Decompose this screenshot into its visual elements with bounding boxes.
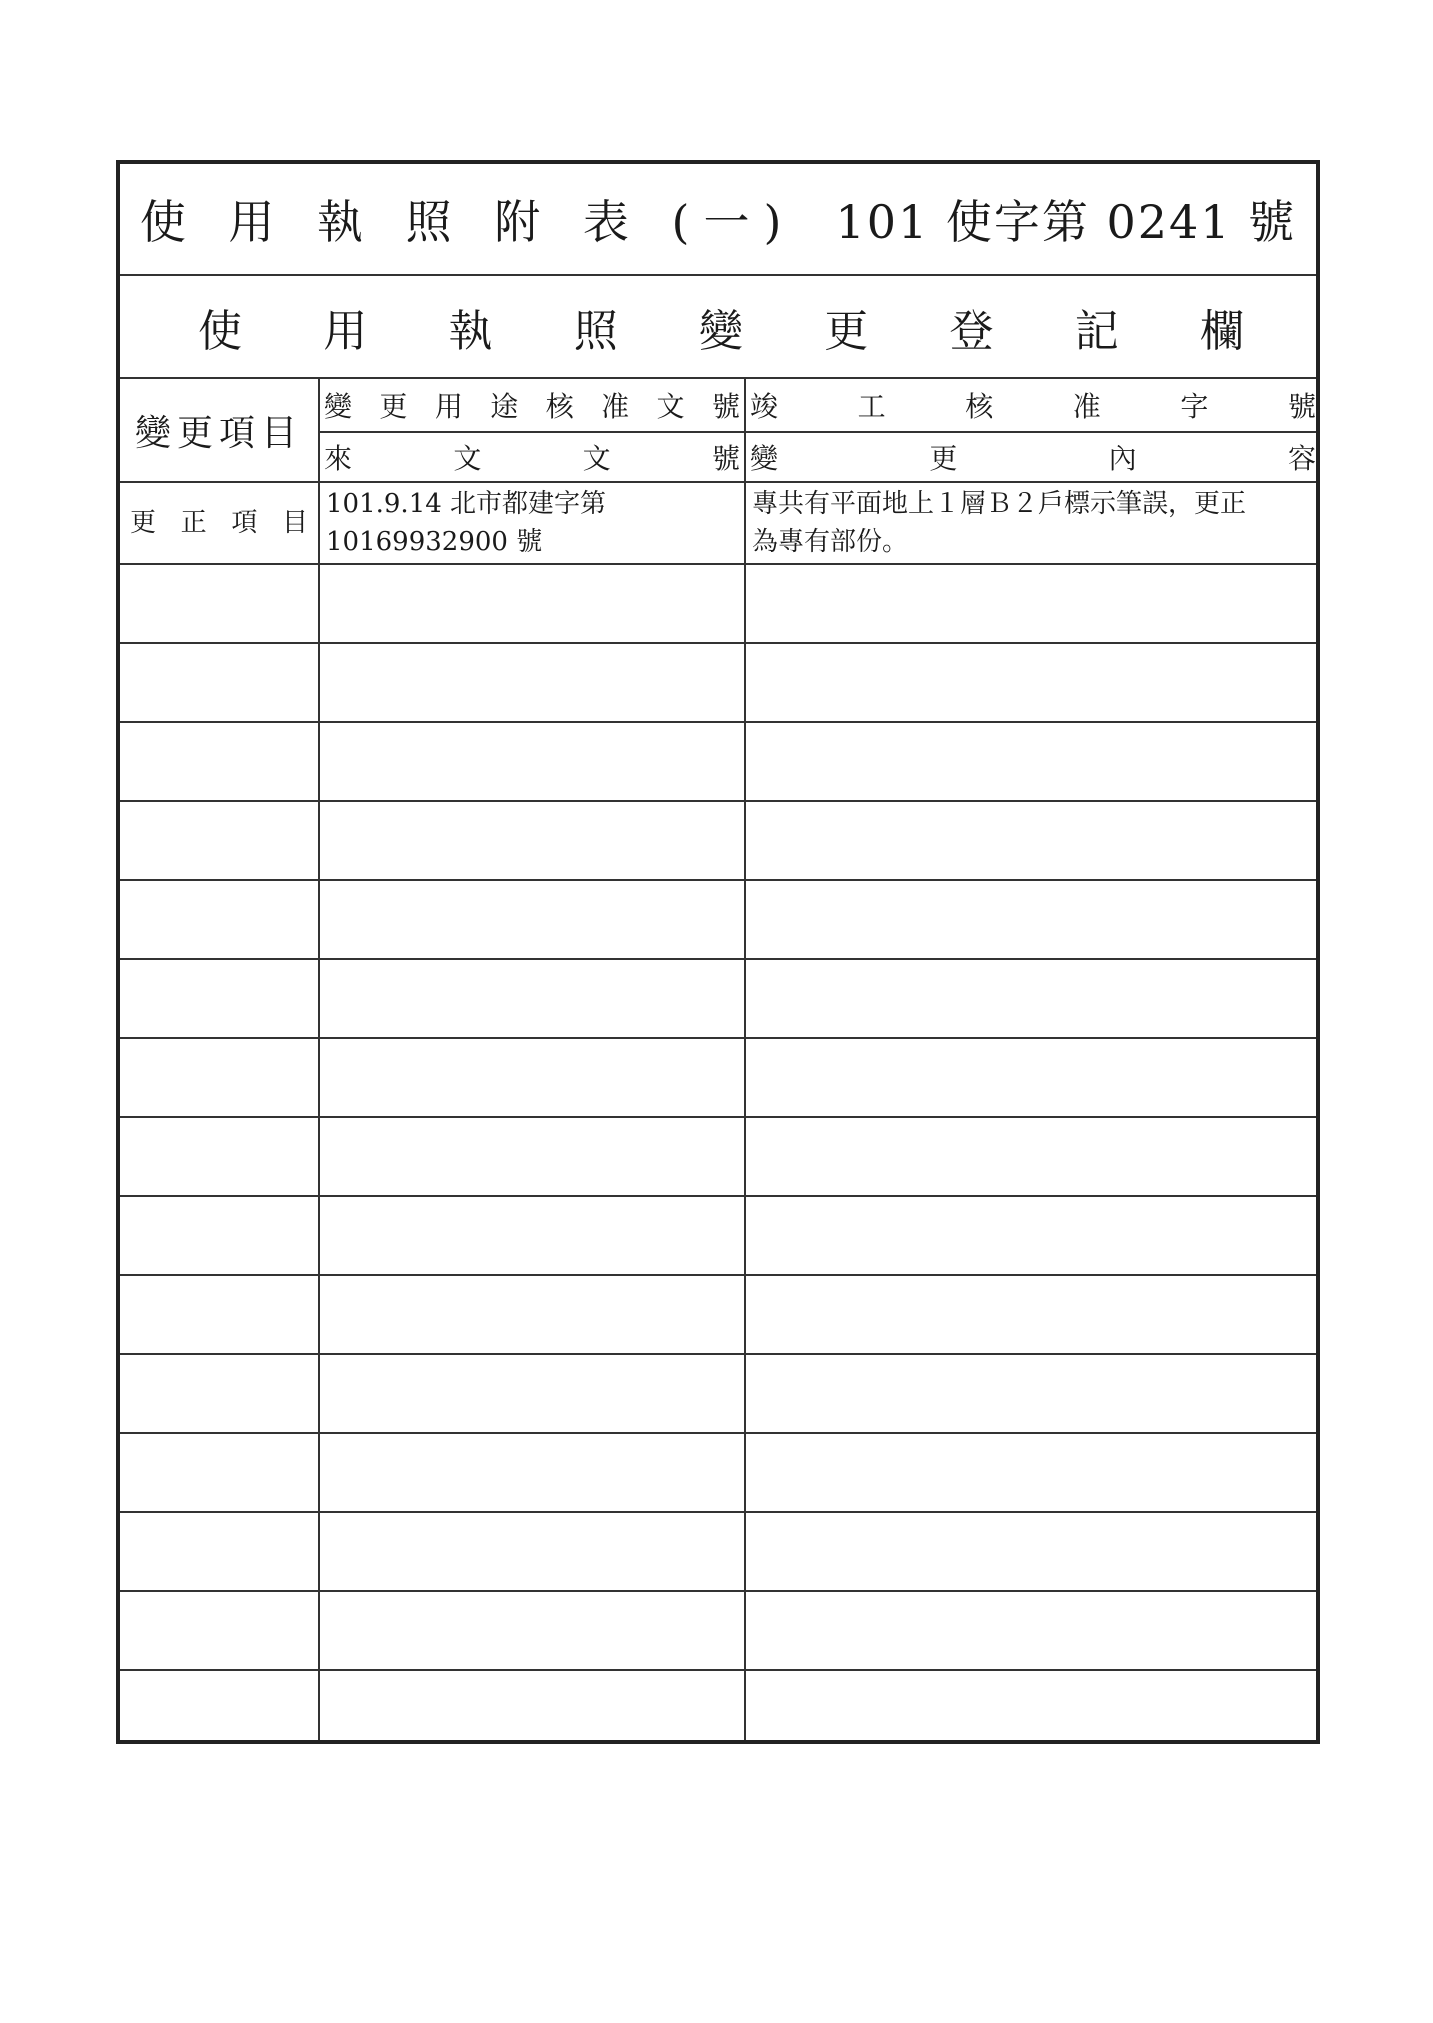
item-char: 目 [281, 508, 308, 538]
table-row [120, 802, 1316, 881]
header-change-item: 變更項目 [134, 412, 303, 454]
header-completion-approval-number [746, 379, 1320, 431]
subtitle-char: 用 [323, 305, 368, 357]
subtitle-char: 照 [573, 305, 618, 357]
header-char: 文 [582, 442, 611, 475]
header-char: 變 [324, 390, 353, 423]
item-char: 更 [130, 508, 157, 538]
header-char: 號 [1287, 390, 1316, 423]
doc-number-line: 101.9.14 北市都建字第 [326, 489, 607, 519]
table-row [120, 1039, 1316, 1118]
subtitle-char: 使 [198, 305, 242, 357]
table-row [120, 960, 1316, 1039]
header-char: 號 [711, 390, 740, 423]
form-title: 使 用 執 照 附 表 (一) [139, 195, 796, 249]
subtitle-char: 欄 [1200, 305, 1244, 357]
header-incoming-doc-number [320, 431, 744, 483]
change-content-cell [746, 483, 1316, 563]
header-char: 更 [929, 442, 958, 475]
table-row [120, 1513, 1316, 1592]
header-char: 工 [857, 390, 886, 423]
header-char: 變 [750, 442, 779, 475]
item-char: 正 [180, 508, 207, 538]
header-char: 字 [1180, 390, 1209, 423]
change-content-line: 為專有部份。 [752, 527, 909, 557]
license-number: 101 使字第 0241 號 [835, 195, 1297, 249]
header-char: 來 [324, 442, 353, 475]
subtitle-char: 記 [1074, 305, 1119, 357]
table-row [120, 1355, 1316, 1434]
table-row [120, 1276, 1316, 1355]
table-row [120, 1592, 1316, 1671]
license-change-form [116, 160, 1320, 1744]
table-row [120, 1197, 1316, 1276]
header-char: 核 [965, 390, 994, 423]
header-char: 內 [1108, 442, 1137, 475]
doc-number-cell [320, 483, 744, 563]
table-row [120, 644, 1316, 723]
subtitle-char: 更 [824, 305, 869, 357]
doc-number-line: 10169932900 號 [326, 527, 543, 557]
header-approval-doc-number [320, 379, 744, 431]
header-char: 准 [601, 390, 630, 423]
table-header [120, 379, 1316, 483]
form-title-row [120, 164, 1316, 276]
header-char: 竣 [750, 390, 779, 423]
change-item-cell [120, 483, 318, 563]
header-char: 准 [1072, 390, 1101, 423]
table-row [120, 881, 1316, 960]
subtitle-char: 變 [699, 305, 743, 357]
table-row [120, 1434, 1316, 1513]
header-char: 用 [434, 390, 463, 423]
table-body [120, 483, 1316, 1740]
header-char: 號 [711, 442, 740, 475]
header-change-content [746, 431, 1320, 483]
item-char: 項 [231, 508, 258, 538]
table-row [120, 1118, 1316, 1197]
subtitle-char: 執 [448, 305, 493, 357]
form-subtitle-row [120, 276, 1316, 379]
header-char: 更 [379, 390, 408, 423]
table-row [120, 565, 1316, 644]
table-row [120, 483, 1316, 565]
header-char: 文 [656, 390, 685, 423]
table-row [120, 1671, 1316, 1740]
header-char: 途 [490, 390, 519, 423]
header-char: 容 [1287, 442, 1316, 475]
header-char: 文 [453, 442, 482, 475]
subtitle-char: 登 [949, 305, 994, 357]
change-content-line: 專共有平面地上１層Ｂ２戶標示筆誤，更正 [752, 489, 1247, 519]
header-char: 核 [545, 390, 574, 423]
table-row [120, 723, 1316, 802]
